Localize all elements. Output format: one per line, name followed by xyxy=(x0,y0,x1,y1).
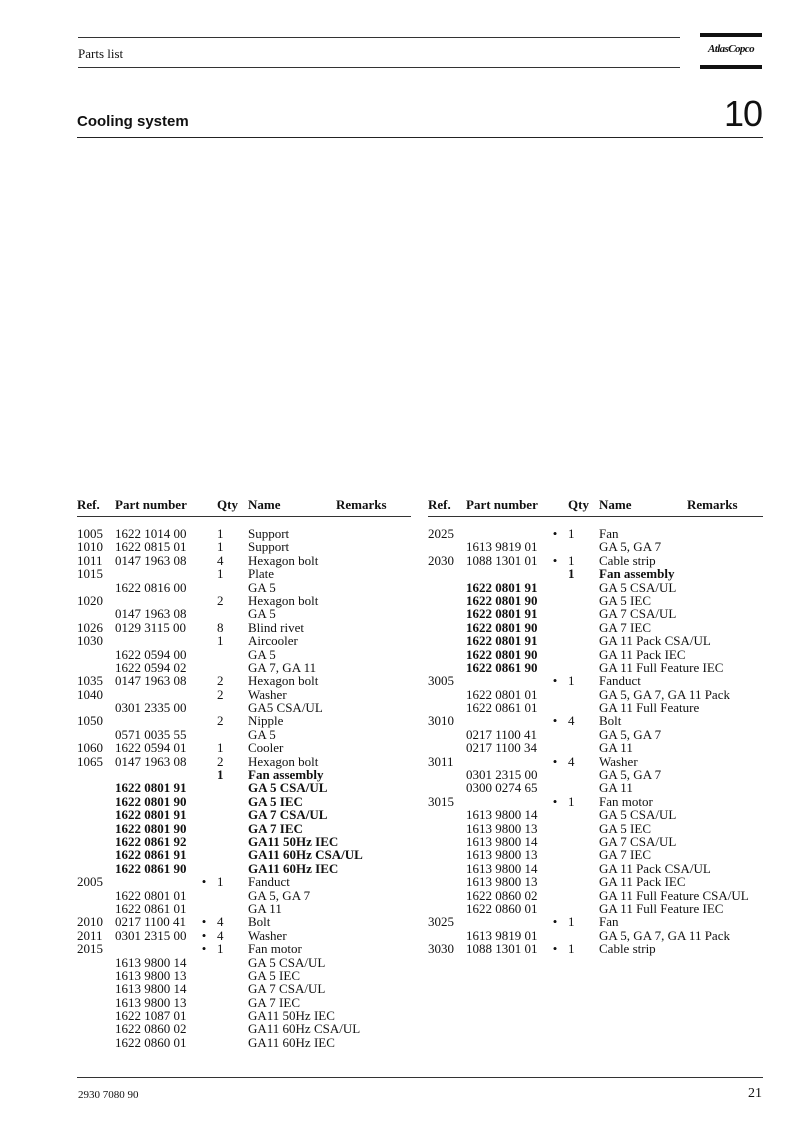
header-label: Parts list xyxy=(78,46,124,61)
table-row xyxy=(77,768,411,781)
table-row xyxy=(77,1009,411,1022)
cell-name: GA 11 Full Feature xyxy=(599,700,700,716)
cell-name: Fanduct xyxy=(248,874,290,890)
cell-part-number: 0217 1100 41 xyxy=(115,914,187,930)
cell-qty: 1 xyxy=(568,552,575,568)
table-row xyxy=(77,902,411,915)
cell-ref: 2025 xyxy=(428,526,454,541)
cell-bullet: • xyxy=(201,874,207,890)
table-body xyxy=(77,527,411,1049)
table-row xyxy=(77,1036,411,1049)
cell-name: GA11 60Hz IEC xyxy=(248,860,339,876)
cell-part-number: 1613 9800 13 xyxy=(466,874,538,890)
cell-name: Bolt xyxy=(248,914,271,930)
header-qty: Qty xyxy=(217,497,238,512)
cell-name: GA 5 xyxy=(248,726,276,742)
table-row xyxy=(428,889,763,902)
table-row xyxy=(428,581,763,594)
table-row xyxy=(428,701,763,714)
cell-name: Fan motor xyxy=(248,941,302,957)
table-row xyxy=(428,848,763,861)
cell-part-number: 1613 9800 14 xyxy=(466,833,538,849)
cell-name: GA 7 IEC xyxy=(599,619,651,635)
cell-ref: 1020 xyxy=(77,592,103,608)
cell-name: GA 5 xyxy=(248,606,276,622)
cell-qty: 1 xyxy=(217,566,224,582)
cell-name: GA 7 CSA/UL xyxy=(599,606,677,622)
cell-name: GA11 50Hz IEC xyxy=(248,1008,335,1024)
cell-name: Cable strip xyxy=(599,552,656,568)
cell-part-number: 0129 3115 00 xyxy=(115,619,187,635)
cell-name: GA 5, GA 7, GA 11 Pack xyxy=(599,927,730,943)
cell-qty: 1 xyxy=(217,526,224,541)
cell-part-number: 0147 1963 08 xyxy=(115,753,187,769)
cell-name: GA 7 IEC xyxy=(248,820,303,836)
section-number: 10 xyxy=(723,93,762,134)
table-row xyxy=(77,1022,411,1035)
cell-qty: 1 xyxy=(568,941,575,957)
cell-name: GA 5 CSA/UL xyxy=(248,954,326,970)
cell-bullet: • xyxy=(552,941,558,957)
cell-name: GA 5, GA 7 xyxy=(248,887,311,903)
cell-name: GA11 60Hz IEC xyxy=(248,1034,335,1050)
cell-name: Nipple xyxy=(248,713,284,729)
cell-qty: 1 xyxy=(568,566,575,582)
cell-part-number: 1613 9819 01 xyxy=(466,927,538,943)
logo-text: AtlasCopco xyxy=(708,43,754,55)
cell-name: GA 11 Pack IEC xyxy=(599,874,686,890)
cell-bullet: • xyxy=(201,914,207,930)
cell-name: Washer xyxy=(599,753,638,769)
cell-qty: 1 xyxy=(217,740,224,756)
cell-ref: 2011 xyxy=(77,927,103,943)
cell-part-number: 1622 0816 00 xyxy=(115,579,187,595)
cell-part-number: 1622 0801 91 xyxy=(115,780,187,796)
cell-name: Blind rivet xyxy=(248,619,304,635)
table-row xyxy=(428,741,763,754)
cell-part-number: 1622 0801 90 xyxy=(115,820,187,836)
cell-bullet: • xyxy=(201,927,207,943)
cell-name: GA 5, GA 7 xyxy=(599,767,662,783)
table-row xyxy=(428,567,763,580)
cell-qty: 1 xyxy=(568,914,575,930)
table-row xyxy=(77,982,411,995)
cell-name: Fan motor xyxy=(599,793,653,809)
cell-name: Hexagon bolt xyxy=(248,592,319,608)
cell-name: GA 7 CSA/UL xyxy=(248,807,328,823)
table-row xyxy=(428,607,763,620)
cell-name: GA 11 xyxy=(248,900,282,916)
cell-name: Aircooler xyxy=(248,633,298,649)
cell-name: GA 5 IEC xyxy=(599,820,651,836)
header-remarks: Remarks xyxy=(336,497,387,512)
cell-part-number: 1622 0801 90 xyxy=(115,793,187,809)
section-title: Cooling system xyxy=(77,113,189,130)
cell-qty: 4 xyxy=(217,552,224,568)
cell-qty: 4 xyxy=(217,927,224,943)
cell-part-number: 1613 9800 14 xyxy=(466,807,538,823)
cell-qty: 1 xyxy=(217,874,224,890)
cell-qty: 4 xyxy=(568,753,575,769)
cell-part-number: 1613 9819 01 xyxy=(466,539,538,555)
cell-part-number: 1622 0861 91 xyxy=(115,847,187,863)
header-remarks: Remarks xyxy=(687,497,738,512)
table-row xyxy=(77,889,411,902)
cell-name: GA 11 Full Feature IEC xyxy=(599,659,724,675)
cell-qty: 8 xyxy=(217,619,224,635)
parts-table-right xyxy=(428,498,763,956)
cell-ref: 1005 xyxy=(77,526,103,541)
cell-ref: 1050 xyxy=(77,713,103,729)
table-row xyxy=(77,862,411,875)
cell-bullet: • xyxy=(201,941,207,957)
cell-part-number: 0301 2315 00 xyxy=(466,767,538,783)
table-row xyxy=(77,808,411,821)
cell-name: GA 5 CSA/UL xyxy=(248,780,328,796)
header-ref: Ref. xyxy=(77,497,100,512)
table-row xyxy=(428,862,763,875)
cell-name: Support xyxy=(248,539,290,555)
cell-part-number: 1613 9800 13 xyxy=(115,967,187,983)
cell-qty: 2 xyxy=(217,686,224,702)
cell-ref: 1015 xyxy=(77,566,103,582)
table-row xyxy=(428,902,763,915)
cell-name: Fan assembly xyxy=(248,767,324,783)
cell-name: Hexagon bolt xyxy=(248,673,319,689)
table-row xyxy=(77,621,411,634)
cell-qty: 2 xyxy=(217,753,224,769)
header-name: Name xyxy=(599,497,632,512)
table-header xyxy=(428,498,763,516)
parts-table-left xyxy=(77,498,411,1049)
table-row xyxy=(428,768,763,781)
table-row xyxy=(428,808,763,821)
table-row xyxy=(77,554,411,567)
cell-qty: 1 xyxy=(217,539,224,555)
cell-bullet: • xyxy=(552,753,558,769)
table-row xyxy=(77,942,411,955)
cell-part-number: 0217 1100 34 xyxy=(466,740,538,756)
cell-part-number: 1622 0815 01 xyxy=(115,539,187,555)
table-row xyxy=(77,527,411,540)
table-row xyxy=(77,875,411,888)
cell-name: Cable strip xyxy=(599,941,656,957)
cell-ref: 1030 xyxy=(77,633,103,649)
cell-qty: 2 xyxy=(217,592,224,608)
table-row xyxy=(428,527,763,540)
cell-ref: 3030 xyxy=(428,941,454,957)
cell-qty: 4 xyxy=(217,914,224,930)
cell-part-number: 1622 0801 91 xyxy=(466,606,538,622)
header-part-number: Part number xyxy=(115,497,187,512)
cell-name: GA 11 Pack IEC xyxy=(599,646,686,662)
cell-name: GA 7 CSA/UL xyxy=(599,833,677,849)
table-row xyxy=(428,822,763,835)
cell-name: GA11 60Hz CSA/UL xyxy=(248,847,363,863)
cell-name: GA 5 CSA/UL xyxy=(599,807,677,823)
cell-part-number: 1622 0801 01 xyxy=(115,887,187,903)
cell-part-number: 1622 0860 01 xyxy=(466,900,538,916)
table-row xyxy=(77,728,411,741)
table-row xyxy=(77,567,411,580)
cell-name: GA11 50Hz IEC xyxy=(248,833,339,849)
cell-name: Washer xyxy=(248,927,287,943)
cell-ref: 3005 xyxy=(428,673,454,689)
cell-part-number: 1622 0801 91 xyxy=(466,633,538,649)
cell-bullet: • xyxy=(552,914,558,930)
table-row xyxy=(428,875,763,888)
cell-part-number: 1622 0861 92 xyxy=(115,833,187,849)
table-row xyxy=(77,634,411,647)
table-row xyxy=(77,848,411,861)
cell-qty: 1 xyxy=(217,767,224,783)
cell-qty: 1 xyxy=(568,673,575,689)
cell-part-number: 0301 2335 00 xyxy=(115,700,187,716)
footer-rule xyxy=(77,1077,763,1078)
table-row xyxy=(77,701,411,714)
cell-part-number: 1613 9800 13 xyxy=(466,847,538,863)
table-row xyxy=(77,714,411,727)
cell-part-number: 1622 0860 02 xyxy=(466,887,538,903)
cell-part-number: 1622 0801 90 xyxy=(466,619,538,635)
table-row xyxy=(428,929,763,942)
cell-name: GA 11 Full Feature CSA/UL xyxy=(599,887,749,903)
cell-qty: 1 xyxy=(217,941,224,957)
cell-part-number: 1622 0801 91 xyxy=(115,807,187,823)
table-row xyxy=(77,956,411,969)
cell-part-number: 1622 0861 90 xyxy=(115,860,187,876)
cell-part-number: 0147 1963 08 xyxy=(115,606,187,622)
table-row xyxy=(77,969,411,982)
document-number: 2930 7080 90 xyxy=(78,1089,139,1101)
table-row xyxy=(428,781,763,794)
page-number: 21 xyxy=(748,1086,762,1101)
cell-part-number: 1622 0594 01 xyxy=(115,740,187,756)
cell-part-number: 1622 1014 00 xyxy=(115,526,187,541)
table-row xyxy=(428,554,763,567)
header-part-number: Part number xyxy=(466,497,538,512)
cell-part-number: 1622 0861 01 xyxy=(466,700,538,716)
cell-name: Plate xyxy=(248,566,274,582)
header-ref: Ref. xyxy=(428,497,451,512)
table-row xyxy=(77,594,411,607)
table-row xyxy=(77,648,411,661)
header-top-rule xyxy=(78,37,680,38)
cell-name: Fanduct xyxy=(599,673,641,689)
cell-name: Fan assembly xyxy=(599,566,675,582)
table-row xyxy=(428,728,763,741)
table-row xyxy=(77,540,411,553)
table-row xyxy=(428,621,763,634)
cell-name: GA 11 xyxy=(599,740,633,756)
cell-ref: 1060 xyxy=(77,740,103,756)
cell-part-number: 0300 0274 65 xyxy=(466,780,538,796)
cell-name: GA 5 xyxy=(248,579,276,595)
cell-ref: 2015 xyxy=(77,941,103,957)
header-qty: Qty xyxy=(568,497,589,512)
cell-name: Fan xyxy=(599,526,619,541)
cell-name: GA 11 Pack CSA/UL xyxy=(599,633,711,649)
cell-name: GA 5 IEC xyxy=(248,967,300,983)
cell-name: GA11 60Hz CSA/UL xyxy=(248,1021,361,1037)
logo-top-bar xyxy=(700,33,762,37)
cell-qty: 2 xyxy=(217,673,224,689)
table-row xyxy=(77,755,411,768)
table-row xyxy=(428,661,763,674)
cell-part-number: 1613 9800 13 xyxy=(466,820,538,836)
logo-bottom-bar xyxy=(700,65,762,69)
cell-ref: 1010 xyxy=(77,539,103,555)
table-row xyxy=(428,755,763,768)
cell-ref: 3025 xyxy=(428,914,454,930)
table-row xyxy=(428,540,763,553)
table-row xyxy=(77,915,411,928)
cell-part-number: 1613 9800 14 xyxy=(115,981,187,997)
cell-ref: 3010 xyxy=(428,713,454,729)
section-title-rule xyxy=(77,137,763,138)
table-row xyxy=(77,607,411,620)
cell-name: GA 5 CSA/UL xyxy=(599,579,677,595)
cell-bullet: • xyxy=(552,673,558,689)
cell-name: GA 7, GA 11 xyxy=(248,659,317,675)
cell-part-number: 1622 1087 01 xyxy=(115,1008,187,1024)
cell-part-number: 1088 1301 01 xyxy=(466,552,538,568)
cell-part-number: 1088 1301 01 xyxy=(466,941,538,957)
cell-part-number: 1622 0861 90 xyxy=(466,659,538,675)
cell-name: GA 11 Full Feature IEC xyxy=(599,900,724,916)
table-row xyxy=(77,674,411,687)
cell-bullet: • xyxy=(552,793,558,809)
cell-name: Support xyxy=(248,526,290,541)
cell-name: GA 7 IEC xyxy=(248,994,300,1010)
table-row xyxy=(77,661,411,674)
table-row xyxy=(77,996,411,1009)
cell-part-number: 1622 0860 02 xyxy=(115,1021,187,1037)
cell-ref: 1026 xyxy=(77,619,103,635)
cell-ref: 1040 xyxy=(77,686,103,702)
cell-part-number: 1622 0861 01 xyxy=(115,900,187,916)
cell-ref: 1035 xyxy=(77,673,103,689)
cell-name: GA 5, GA 7, GA 11 Pack xyxy=(599,686,730,702)
cell-name: Bolt xyxy=(599,713,622,729)
table-row xyxy=(77,835,411,848)
cell-name: GA 5, GA 7 xyxy=(599,539,662,555)
cell-name: GA 7 CSA/UL xyxy=(248,981,326,997)
cell-part-number: 1622 0860 01 xyxy=(115,1034,187,1050)
cell-name: Hexagon bolt xyxy=(248,753,319,769)
cell-part-number: 1622 0594 02 xyxy=(115,659,187,675)
cell-name: GA 11 xyxy=(599,780,633,796)
cell-ref: 1065 xyxy=(77,753,103,769)
cell-ref: 3011 xyxy=(428,753,454,769)
cell-name: GA 5 IEC xyxy=(248,793,303,809)
cell-bullet: • xyxy=(552,552,558,568)
cell-name: Cooler xyxy=(248,740,284,756)
cell-part-number: 1622 0801 90 xyxy=(466,592,538,608)
cell-part-number: 1622 0801 90 xyxy=(466,646,538,662)
cell-part-number: 1622 0801 91 xyxy=(466,579,538,595)
table-row xyxy=(428,648,763,661)
cell-part-number: 1622 0801 01 xyxy=(466,686,538,702)
cell-part-number: 0571 0035 55 xyxy=(115,726,187,742)
cell-qty: 4 xyxy=(568,713,575,729)
cell-name: GA5 CSA/UL xyxy=(248,700,323,716)
cell-name: GA 11 Pack CSA/UL xyxy=(599,860,711,876)
table-row xyxy=(428,634,763,647)
cell-ref: 3015 xyxy=(428,793,454,809)
table-row xyxy=(428,674,763,687)
cell-name: Hexagon bolt xyxy=(248,552,319,568)
cell-qty: 1 xyxy=(568,793,575,809)
cell-qty: 1 xyxy=(568,526,575,541)
table-row xyxy=(77,741,411,754)
cell-name: GA 7 IEC xyxy=(599,847,651,863)
cell-name: GA 5 xyxy=(248,646,276,662)
cell-bullet: • xyxy=(552,713,558,729)
table-header xyxy=(77,498,411,516)
table-row xyxy=(77,929,411,942)
cell-part-number: 1622 0594 00 xyxy=(115,646,187,662)
cell-part-number: 0147 1963 08 xyxy=(115,552,187,568)
cell-ref: 2030 xyxy=(428,552,454,568)
cell-part-number: 1613 9800 14 xyxy=(466,860,538,876)
cell-qty: 2 xyxy=(217,713,224,729)
cell-name: Washer xyxy=(248,686,287,702)
header-bottom-rule xyxy=(78,67,680,68)
table-body xyxy=(428,527,763,956)
cell-part-number: 1613 9800 13 xyxy=(115,994,187,1010)
table-row xyxy=(428,915,763,928)
header-name: Name xyxy=(248,497,281,512)
table-header-rule xyxy=(428,516,763,527)
cell-bullet: • xyxy=(552,526,558,541)
table-row xyxy=(428,835,763,848)
table-row xyxy=(428,714,763,727)
cell-name: GA 5 IEC xyxy=(599,592,651,608)
table-row xyxy=(428,688,763,701)
table-row xyxy=(428,594,763,607)
table-row xyxy=(428,795,763,808)
table-row xyxy=(77,688,411,701)
table-row xyxy=(77,581,411,594)
table-row xyxy=(77,781,411,794)
cell-part-number: 0217 1100 41 xyxy=(466,726,538,742)
cell-part-number: 1613 9800 14 xyxy=(115,954,187,970)
cell-ref: 1011 xyxy=(77,552,103,568)
cell-ref: 2010 xyxy=(77,914,103,930)
cell-part-number: 0147 1963 08 xyxy=(115,673,187,689)
table-row xyxy=(77,795,411,808)
atlas-copco-logo xyxy=(700,33,762,69)
cell-ref: 2005 xyxy=(77,874,103,890)
cell-name: GA 5, GA 7 xyxy=(599,726,662,742)
table-row xyxy=(428,942,763,955)
table-row xyxy=(77,822,411,835)
cell-name: Fan xyxy=(599,914,619,930)
cell-qty: 1 xyxy=(217,633,224,649)
cell-part-number: 0301 2315 00 xyxy=(115,927,187,943)
